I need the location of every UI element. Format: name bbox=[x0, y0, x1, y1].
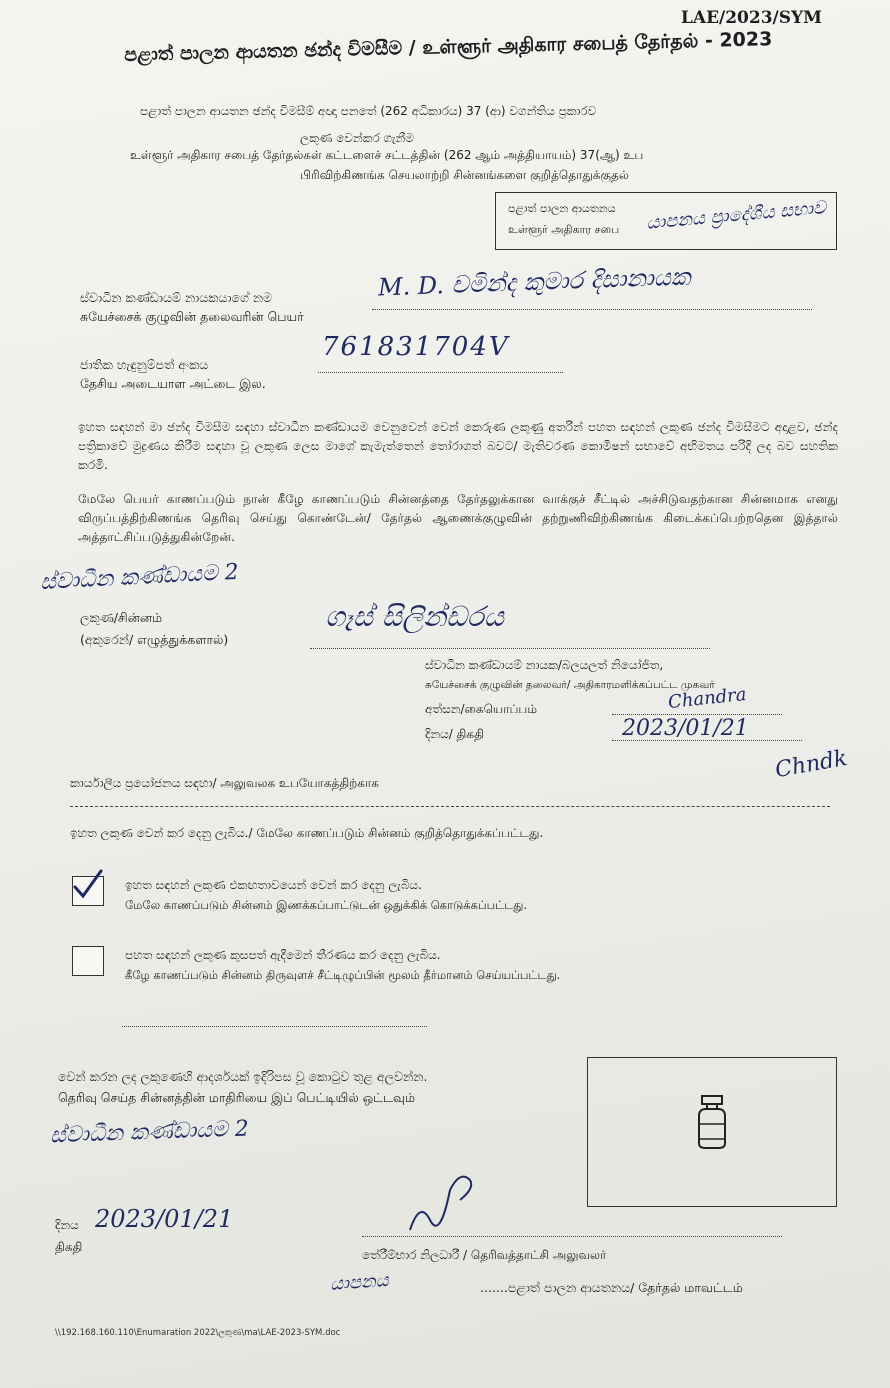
officer-signature-stroke bbox=[400, 1160, 480, 1240]
subtitle-tamil-2: பிரிவிற்கிணங்க செயலாற்றி சின்னங்களை குறித்தொதுக்குதல் bbox=[300, 168, 629, 182]
signatory-role-si: ස්වාධීන කණ්ඩායම් නායක/බලයලත් නියෝජිත, bbox=[425, 658, 664, 672]
declaration-tamil: மேலே பெயர் காணப்படும் நான் கீழே காணப்படும் சின்னத்தை தேர்தலுக்கான வாக்குச் சீட்டில் அச்சிடுவதற்கான சின்னமாக எனது விருப்பத்திற்கிணங்க தெரிவு செய்து கொண்டேன்/ தேர்தல் ஆணைக்குழுவின் தற்றுணிவிற்கிணங்க கிடைக்கப்பெற்றதென இத்தால் அத்தாட்சிப்படுத்துகின்றேன். bbox=[78, 492, 838, 544]
officer-signature-line bbox=[362, 1236, 782, 1237]
authority-label-si: පළාත් පාලන ආයතනය bbox=[508, 202, 616, 215]
date-value: 2023/01/21 bbox=[622, 716, 749, 741]
authority-handwritten: යාපනය ප්‍රාදේශීය සභාව bbox=[645, 197, 827, 234]
form-title: පළාත් පාලන ආයතන ඡන්ද විමසීම / உள்ளூர் அதிகார சபைத் தேர்தல் - 2023 bbox=[124, 28, 773, 66]
option2-tamil: கீழே காணப்படும் சின்னம் திருவுளச் சீட்டிழுப்பின் மூலம் தீர்மானம் செய்யப்பட்டது. bbox=[125, 968, 561, 982]
district-handwritten: යාපනය bbox=[329, 1269, 390, 1296]
subtitle-sinhala: පළාත් පාලන ආයතන ඡන්ද විමසීම් අඥා පනතේ (262 අධිකාරය) 37 (ආ) වගන්තිය ප්‍රකාරව bbox=[140, 104, 597, 118]
extra-signature: Chndk bbox=[773, 745, 850, 784]
date2-label-si: දිනය bbox=[55, 1218, 79, 1232]
option-divider-dots bbox=[122, 1026, 427, 1027]
sample-group-handwritten: ස්වාධීන කණ්ඩායම 2 bbox=[49, 1116, 250, 1149]
symbol-label: ලකුණ/சின்னம் bbox=[80, 610, 163, 625]
date2-value: 2023/01/21 bbox=[95, 1205, 234, 1233]
office-use-divider bbox=[70, 806, 830, 807]
subtitle-sinhala-2: ලකුණ වෙන්කර ගැනීම bbox=[300, 131, 414, 145]
subtitle-tamil: உள்ளூர் அதிகார சபைத் தேர்தல்கள் கட்டளைச் சட்டத்தின் (262 ஆம் அத்தியாயம்) 37(ஆ) உப bbox=[130, 148, 644, 162]
option2-sinhala: පහත සඳහන් ලකුණ කුසපත් ඇදීමෙන් තීරණය කර දෙනු ලැබිය. bbox=[125, 948, 441, 962]
sample-instruction-si: වෙන් කරන ලද ලකුණෙහි ආදර්ශයක් ඉදිරිපස වූ කොටුව තුළ අලවන්න. bbox=[58, 1069, 428, 1084]
leader-label-si: ස්වාධීන කණ්ඩායම් නායකයාගේ නම bbox=[80, 290, 273, 305]
gas-cylinder-icon bbox=[692, 1094, 732, 1150]
symbol-sublabel: (අකුරෙන්/ எழுத்துக்களால்) bbox=[80, 632, 229, 647]
option1-tamil: மேலே காணப்படும் சின்னம் இணக்கப்பாட்டுடன் ஒதுக்கிக் கொடுக்கப்பட்டது. bbox=[125, 898, 528, 912]
reference-code: LAE/2023/SYM bbox=[680, 8, 822, 28]
leader-name-value: M. D. චමින්ද කුමාර දිසානායක bbox=[377, 262, 691, 302]
option1-sinhala: ඉහත සඳහන් ලකුණ එකඟතාවයෙන් වෙන් කර දෙනු ලැබිය. bbox=[125, 878, 422, 892]
agreement-checkbox[interactable] bbox=[72, 876, 104, 906]
declaration-sinhala: ඉහත සඳහන් මා ඡන්ද විමසීම සඳහා ස්වාධීන කණ්ඩායම වෙනුවෙන් වෙන් කෙරුණ ලකුණු අතරින් පහත සඳහන් ලකුණ ඡන්ද විමසීමට අදාළව, ඡන්ද පත්‍රිකාවේ මුද්‍රණය කිරීම සඳහා වූ ලකුණ ලෙස මාගේ කැමැත්තෙන් තෝරාගත් බවට/ මැතිවරණ කොමිෂන් සභාවේ අභිමතය පරිදි ලද බව සහතික කරමි. bbox=[78, 420, 838, 472]
symbol-sample-box bbox=[587, 1057, 837, 1207]
leader-label-ta: சுயேச்சைக் குழுவின் தலைவரின் பெயர் bbox=[80, 309, 304, 324]
signatory-role-ta: சுயேச்சைக் குழுவின் தலைவர்/ அதிகாரமளிக்கப்பட்ட முகவர் bbox=[425, 679, 715, 691]
district-label: .......පළාත් පාලන ආයතනය/ தேர்தல் மாவட்டம் bbox=[480, 1280, 743, 1295]
file-path-footer: \\192.168.160.110\Enumaration 2022\ලකුණ\ma\LAE-2023-SYM.doc bbox=[55, 1328, 341, 1338]
date2-label-ta: திகதி bbox=[55, 1240, 83, 1254]
checkmark-icon bbox=[71, 869, 103, 899]
allocation-statement: ඉහත ලකුණ වෙන් කර දෙනු ලැබිය./ மேலே காணப்படும் சின்னம் குறித்தொதுக்கப்பட்டது. bbox=[70, 826, 544, 840]
group-name-handwritten: ස්වාධීන කණ්ඩායම 2 bbox=[39, 559, 240, 596]
authority-box bbox=[495, 192, 837, 250]
signature-label: අත්සන/கையொப்பம் bbox=[425, 702, 537, 716]
symbol-value: ගෑස් සිලින්ඩරය bbox=[325, 600, 504, 633]
date-label: දිනය/ திகதி bbox=[425, 727, 484, 741]
office-use-heading: කාර්යාලීය ප්‍රයෝජනය සඳහා/ அலுவலக உபயோகத்திற்காக bbox=[70, 776, 379, 790]
sample-instruction-ta: தெரிவு செய்த சின்னத்தின் மாதிரியை இப் பெட்டியில் ஒட்டவும் bbox=[58, 1090, 416, 1105]
signature-value: Chandra bbox=[667, 683, 748, 714]
lottery-checkbox[interactable] bbox=[72, 946, 104, 976]
officer-title: තේරීම්භාර නිලධාරී / தெரிவத்தாட்சி அலுவலர் bbox=[362, 1248, 607, 1262]
nic-label-ta: தேசிய அடையாள அட்டை இல. bbox=[80, 376, 266, 391]
nic-label-si: ජාතික හැඳුනුම්පත් අංකය bbox=[80, 357, 209, 372]
authority-label-ta: உள்ளூர் அதிகார சபை bbox=[508, 223, 620, 236]
nic-value: 761831704V bbox=[322, 332, 510, 362]
